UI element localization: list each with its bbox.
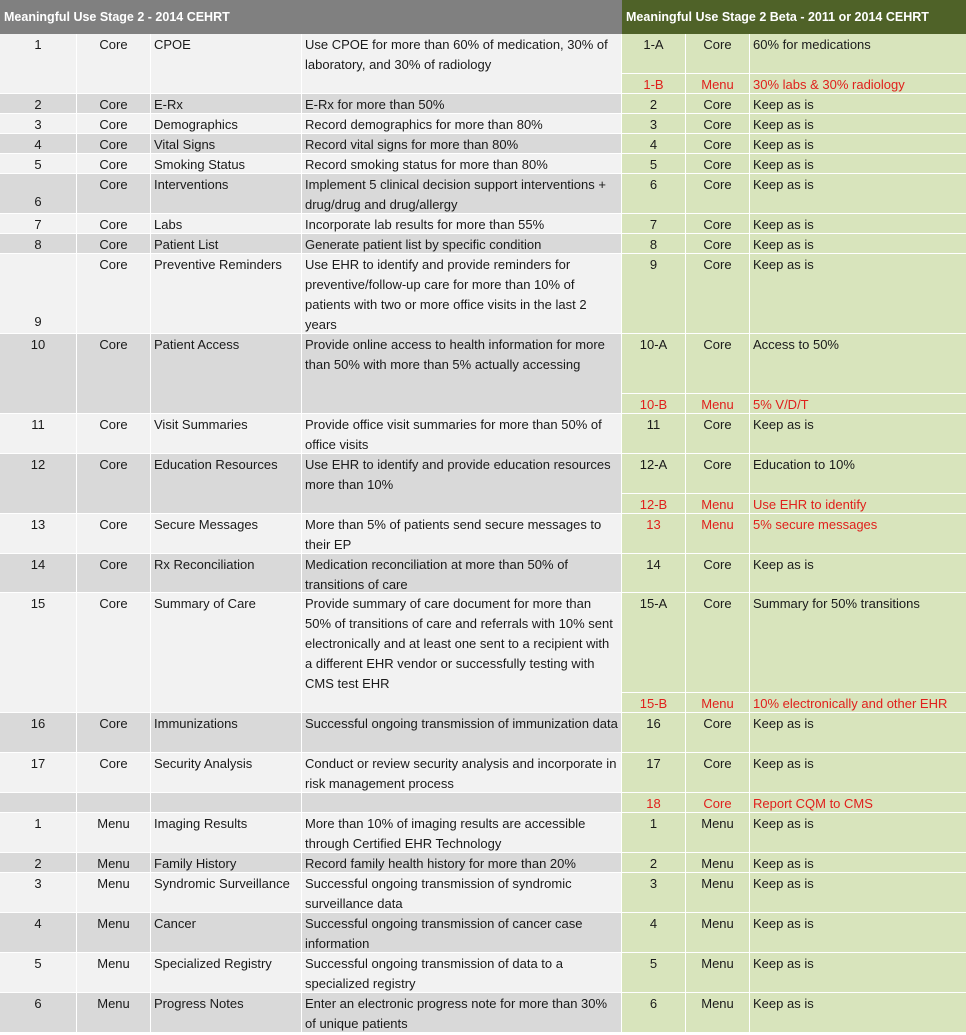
beta-description: Keep as is [753, 716, 814, 731]
beta-type-cell [686, 154, 750, 174]
beta-type-cell [686, 414, 750, 454]
table-row [0, 174, 966, 214]
beta-description-cell [750, 174, 966, 214]
beta-description-cell [750, 853, 966, 873]
stage2-type: Core [77, 454, 151, 514]
beta-type-split: Menu [701, 397, 734, 412]
stage2-type: Menu [77, 873, 151, 913]
beta-type-cell [686, 753, 750, 793]
stage2-type: Menu [77, 993, 151, 1033]
beta-number-cell [622, 753, 686, 793]
stage2-number: 9 [0, 254, 77, 334]
stage2-measure-name [151, 793, 302, 813]
stage2-type: Core [77, 593, 151, 713]
stage2-measure-description: Medication reconciliation at more than 50% of transitions of care [302, 554, 622, 593]
beta-type: Core [703, 457, 732, 472]
beta-description: Keep as is [753, 876, 814, 891]
beta-description: Keep as is [753, 177, 814, 192]
beta-number: 2 [649, 97, 658, 112]
stage2-measure-description: Enter an electronic progress note for more than 30% of unique patients [302, 993, 622, 1033]
beta-description: Keep as is [753, 996, 814, 1011]
beta-type-cell [686, 713, 750, 753]
beta-description: Keep as is [753, 417, 814, 432]
beta-number: 1-A [643, 37, 664, 52]
beta-number: 14 [646, 557, 661, 572]
stage2-type: Core [77, 254, 151, 334]
stage2-type: Menu [77, 913, 151, 953]
stage2-number: 1 [0, 813, 77, 853]
beta-number-cell [622, 114, 686, 134]
table-row [0, 913, 966, 953]
stage2-measure-name: Immunizations [151, 713, 302, 753]
stage2-type [77, 793, 151, 813]
beta-type: Core [703, 157, 732, 172]
stage2-number: 12 [0, 454, 77, 514]
stage2-measure-description: Use CPOE for more than 60% of medication, 30% of laboratory, and 30% of radiology [302, 34, 622, 94]
stage2-number: 5 [0, 953, 77, 993]
stage2-number: 2 [0, 853, 77, 873]
beta-type-cell [686, 554, 750, 593]
table-row [0, 813, 966, 853]
beta-type-cell [686, 334, 750, 414]
stage2-type: Menu [77, 853, 151, 873]
table-row [0, 713, 966, 753]
table-row [0, 514, 966, 554]
beta-number-cell [622, 993, 686, 1033]
stage2-number: 6 [0, 993, 77, 1033]
beta-description-cell [750, 414, 966, 454]
beta-description: Keep as is [753, 816, 814, 831]
stage2-type: Core [77, 114, 151, 134]
beta-type-cell [686, 214, 750, 234]
stage2-type: Core [77, 753, 151, 793]
stage2-number: 2 [0, 94, 77, 114]
beta-description: Keep as is [753, 137, 814, 152]
stage2-measure-description: E-Rx for more than 50% [302, 94, 622, 114]
beta-type: Core [703, 177, 732, 192]
beta-type-split: Menu [701, 497, 734, 512]
beta-number: 16 [646, 716, 661, 731]
beta-number-cell [622, 214, 686, 234]
beta-type: Core [703, 237, 732, 252]
stage2-measure-name: Smoking Status [151, 154, 302, 174]
beta-type-cell [686, 993, 750, 1033]
beta-type-cell [686, 234, 750, 254]
beta-type-cell [686, 114, 750, 134]
beta-type: Menu [701, 916, 734, 931]
beta-description-cell [750, 234, 966, 254]
stage2-number: 3 [0, 873, 77, 913]
stage2-type: Core [77, 174, 151, 214]
table-row [0, 953, 966, 993]
beta-type: Core [703, 557, 732, 572]
table-row [0, 234, 966, 254]
beta-number-cell [622, 514, 686, 554]
stage2-measure-name: Patient List [151, 234, 302, 254]
beta-number: 4 [649, 137, 658, 152]
stage2-measure-name: Security Analysis [151, 753, 302, 793]
beta-description: Keep as is [753, 856, 814, 871]
beta-type-cell [686, 913, 750, 953]
stage2-measure-description: Successful ongoing transmission of immunization data [302, 713, 622, 753]
beta-type: Menu [701, 517, 734, 532]
beta-type: Core [703, 217, 732, 232]
stage2-measure-name: CPOE [151, 34, 302, 94]
beta-type: Core [703, 756, 732, 771]
beta-number-cell [622, 414, 686, 454]
beta-description: 60% for medications [753, 37, 871, 52]
stage2-type: Core [77, 234, 151, 254]
beta-type-cell [686, 134, 750, 154]
stage2-measure-name: Labs [151, 214, 302, 234]
beta-description: Report CQM to CMS [753, 796, 873, 811]
stage2-type: Core [77, 214, 151, 234]
beta-number-split: 10-B [639, 397, 668, 412]
beta-number-cell [622, 174, 686, 214]
beta-description-cell [750, 554, 966, 593]
beta-number: 13 [646, 517, 661, 532]
beta-number-cell [622, 334, 686, 414]
beta-number: 6 [649, 996, 658, 1011]
table-row [0, 94, 966, 114]
stage2-measure-description: More than 5% of patients send secure messages to their EP [302, 514, 622, 554]
stage2-type: Core [77, 554, 151, 593]
beta-type: Menu [701, 876, 734, 891]
beta-description-cell [750, 134, 966, 154]
beta-number: 6 [649, 177, 658, 192]
beta-type: Core [703, 337, 732, 352]
beta-number: 5 [649, 956, 658, 971]
beta-description: Access to 50% [753, 337, 839, 352]
beta-number-cell [622, 793, 686, 813]
stage2-type: Core [77, 414, 151, 454]
stage2-measure-name: Rx Reconciliation [151, 554, 302, 593]
stage2-number: 16 [0, 713, 77, 753]
table-row [0, 554, 966, 593]
beta-type: Core [703, 596, 732, 611]
beta-number-split: 12-B [639, 497, 668, 512]
stage2-measure-description: Record vital signs for more than 80% [302, 134, 622, 154]
beta-description-cell [750, 993, 966, 1033]
stage2-measure-name: Visit Summaries [151, 414, 302, 454]
beta-description-cell [750, 953, 966, 993]
stage2-measure-description: Provide office visit summaries for more than 50% of office visits [302, 414, 622, 454]
table-row [0, 214, 966, 234]
stage2-measure-name: Family History [151, 853, 302, 873]
beta-description-split: 10% electronically and other EHR [753, 696, 948, 711]
stage2-number: 14 [0, 554, 77, 593]
comparison-table [0, 34, 966, 1033]
table-row [0, 753, 966, 793]
table-row [0, 114, 966, 134]
beta-number: 15-A [639, 596, 668, 611]
beta-type-cell [686, 853, 750, 873]
beta-number-cell [622, 813, 686, 853]
stage2-type: Menu [77, 953, 151, 993]
right-table-header: Meaningful Use Stage 2 Beta - 2011 or 2014 CEHRT [622, 0, 966, 34]
beta-number-split: 15-B [639, 696, 668, 711]
beta-number-cell [622, 154, 686, 174]
beta-type: Core [703, 796, 732, 811]
stage2-number: 3 [0, 114, 77, 134]
beta-type-cell [686, 793, 750, 813]
stage2-measure-description: Generate patient list by specific condition [302, 234, 622, 254]
beta-description-cell [750, 454, 966, 514]
beta-description-cell [750, 514, 966, 554]
beta-description-cell [750, 873, 966, 913]
stage2-measure-name: Progress Notes [151, 993, 302, 1033]
stage2-measure-name: Summary of Care [151, 593, 302, 713]
beta-description-cell [750, 813, 966, 853]
beta-type: Menu [701, 956, 734, 971]
beta-number: 7 [649, 217, 658, 232]
stage2-type: Core [77, 514, 151, 554]
stage2-measure-name: Specialized Registry [151, 953, 302, 993]
beta-type-cell [686, 514, 750, 554]
beta-description-cell [750, 114, 966, 134]
beta-number-cell [622, 134, 686, 154]
stage2-measure-name: Secure Messages [151, 514, 302, 554]
beta-number-cell [622, 593, 686, 713]
beta-type-cell [686, 593, 750, 713]
beta-type: Core [703, 37, 732, 52]
beta-description: Summary for 50% transitions [753, 596, 920, 611]
beta-description: Education to 10% [753, 457, 855, 472]
beta-number-cell [622, 713, 686, 753]
stage2-measure-description: Successful ongoing transmission of syndromic surveillance data [302, 873, 622, 913]
beta-description-split: 30% labs & 30% radiology [753, 77, 905, 92]
stage2-type: Core [77, 134, 151, 154]
stage2-measure-name: Demographics [151, 114, 302, 134]
stage2-number [0, 793, 77, 813]
table-row [0, 34, 966, 94]
beta-description-cell [750, 254, 966, 334]
beta-description-cell [750, 334, 966, 414]
beta-type: Core [703, 716, 732, 731]
beta-number: 12-A [639, 457, 668, 472]
beta-description-cell [750, 154, 966, 174]
beta-type-cell [686, 94, 750, 114]
beta-type: Core [703, 257, 732, 272]
stage2-measure-name: Interventions [151, 174, 302, 214]
beta-type: Menu [701, 996, 734, 1011]
stage2-number: 10 [0, 334, 77, 414]
beta-type-cell [686, 174, 750, 214]
beta-description: Keep as is [753, 956, 814, 971]
beta-type-split: Menu [701, 77, 734, 92]
stage2-type: Core [77, 334, 151, 414]
beta-number: 1 [649, 816, 658, 831]
stage2-type: Core [77, 34, 151, 94]
beta-type-split: Menu [701, 696, 734, 711]
stage2-measure-description [302, 793, 622, 813]
beta-description: Keep as is [753, 237, 814, 252]
table-row [0, 873, 966, 913]
table-row [0, 134, 966, 154]
beta-number-cell [622, 34, 686, 94]
beta-description-cell [750, 793, 966, 813]
beta-description: Keep as is [753, 756, 814, 771]
stage2-measure-name: Cancer [151, 913, 302, 953]
beta-description: Keep as is [753, 257, 814, 272]
beta-type-cell [686, 813, 750, 853]
beta-number-cell [622, 953, 686, 993]
table-row [0, 793, 966, 813]
stage2-measure-description: Use EHR to identify and provide education resources more than 10% [302, 454, 622, 514]
stage2-measure-name: Preventive Reminders [151, 254, 302, 334]
beta-description: Keep as is [753, 117, 814, 132]
beta-description-cell [750, 34, 966, 94]
stage2-measure-name: Imaging Results [151, 813, 302, 853]
beta-number-cell [622, 913, 686, 953]
beta-type: Core [703, 117, 732, 132]
beta-number-cell [622, 554, 686, 593]
beta-number-cell [622, 873, 686, 913]
stage2-type: Menu [77, 813, 151, 853]
stage2-measure-description: Incorporate lab results for more than 55% [302, 214, 622, 234]
beta-description-split: 5% V/D/T [753, 397, 809, 412]
beta-description-cell [750, 593, 966, 713]
beta-type: Core [703, 97, 732, 112]
beta-type-cell [686, 34, 750, 94]
stage2-measure-name: Education Resources [151, 454, 302, 514]
stage2-type: Core [77, 713, 151, 753]
beta-number: 10-A [639, 337, 668, 352]
beta-number: 3 [649, 876, 658, 891]
stage2-measure-description: Record family health history for more than 20% [302, 853, 622, 873]
table-row [0, 334, 966, 414]
beta-description-cell [750, 913, 966, 953]
beta-type-cell [686, 953, 750, 993]
stage2-number: 1 [0, 34, 77, 94]
stage2-measure-description: Successful ongoing transmission of cancer case information [302, 913, 622, 953]
beta-type-cell [686, 454, 750, 514]
beta-number-cell [622, 254, 686, 334]
stage2-number: 4 [0, 913, 77, 953]
stage2-measure-description: Record smoking status for more than 80% [302, 154, 622, 174]
beta-number-cell [622, 853, 686, 873]
beta-number: 3 [649, 117, 658, 132]
stage2-measure-description: Use EHR to identify and provide reminders for preventive/follow-up care for more than 10% of patients with two or more office visits in the last 2 years [302, 254, 622, 334]
stage2-number: 11 [0, 414, 77, 454]
beta-type: Core [703, 417, 732, 432]
beta-number: 9 [649, 257, 658, 272]
table-row [0, 454, 966, 514]
beta-description-cell [750, 94, 966, 114]
beta-description: Keep as is [753, 916, 814, 931]
stage2-measure-description: Successful ongoing transmission of data to a specialized registry [302, 953, 622, 993]
beta-number-split: 1-B [643, 77, 664, 92]
beta-number: 5 [649, 157, 658, 172]
beta-type-cell [686, 254, 750, 334]
beta-type: Menu [701, 816, 734, 831]
stage2-number: 6 [0, 174, 77, 214]
table-row [0, 154, 966, 174]
table-row [0, 853, 966, 873]
stage2-number: 17 [0, 753, 77, 793]
beta-description: Keep as is [753, 157, 814, 172]
stage2-measure-description: More than 10% of imaging results are accessible through Certified EHR Technology [302, 813, 622, 853]
beta-number: 17 [646, 756, 661, 771]
stage2-measure-name: Patient Access [151, 334, 302, 414]
stage2-measure-description: Record demographics for more than 80% [302, 114, 622, 134]
beta-description-cell [750, 753, 966, 793]
beta-number: 4 [649, 916, 658, 931]
beta-description: Keep as is [753, 557, 814, 572]
stage2-number: 15 [0, 593, 77, 713]
stage2-measure-description: Provide online access to health information for more than 50% with more than 5% actually accessing [302, 334, 622, 414]
beta-description-cell [750, 713, 966, 753]
table-row [0, 254, 966, 334]
beta-description: 5% secure messages [753, 517, 878, 532]
stage2-measure-description: Provide summary of care document for more than 50% of transitions of care and referrals with 10% sent electronically and at least one sent to a recipient with a different EHR vendor or successfully testing with CMS test EHR [302, 593, 622, 713]
stage2-measure-description: Implement 5 clinical decision support interventions + drug/drug and drug/allergy [302, 174, 622, 214]
stage2-number: 8 [0, 234, 77, 254]
beta-type-cell [686, 873, 750, 913]
stage2-number: 7 [0, 214, 77, 234]
beta-number: 11 [646, 417, 661, 432]
beta-type: Core [703, 137, 732, 152]
table-row [0, 414, 966, 454]
beta-number-cell [622, 234, 686, 254]
beta-number: 2 [649, 856, 658, 871]
beta-description: Keep as is [753, 97, 814, 112]
stage2-number: 5 [0, 154, 77, 174]
stage2-measure-name: Syndromic Surveillance [151, 873, 302, 913]
stage2-number: 13 [0, 514, 77, 554]
table-row [0, 593, 966, 713]
stage2-number: 4 [0, 134, 77, 154]
table-row [0, 993, 966, 1033]
left-table-header: Meaningful Use Stage 2 - 2014 CEHRT [0, 0, 622, 34]
beta-number-cell [622, 94, 686, 114]
stage2-type: Core [77, 154, 151, 174]
beta-description: Keep as is [753, 217, 814, 232]
beta-number-cell [622, 454, 686, 514]
stage2-type: Core [77, 94, 151, 114]
beta-number: 18 [646, 796, 661, 811]
beta-number: 8 [649, 237, 658, 252]
beta-type: Menu [701, 856, 734, 871]
stage2-measure-name: Vital Signs [151, 134, 302, 154]
stage2-measure-name: E-Rx [151, 94, 302, 114]
beta-description-split: Use EHR to identify [753, 497, 867, 512]
stage2-measure-description: Conduct or review security analysis and incorporate in risk management process [302, 753, 622, 793]
beta-description-cell [750, 214, 966, 234]
